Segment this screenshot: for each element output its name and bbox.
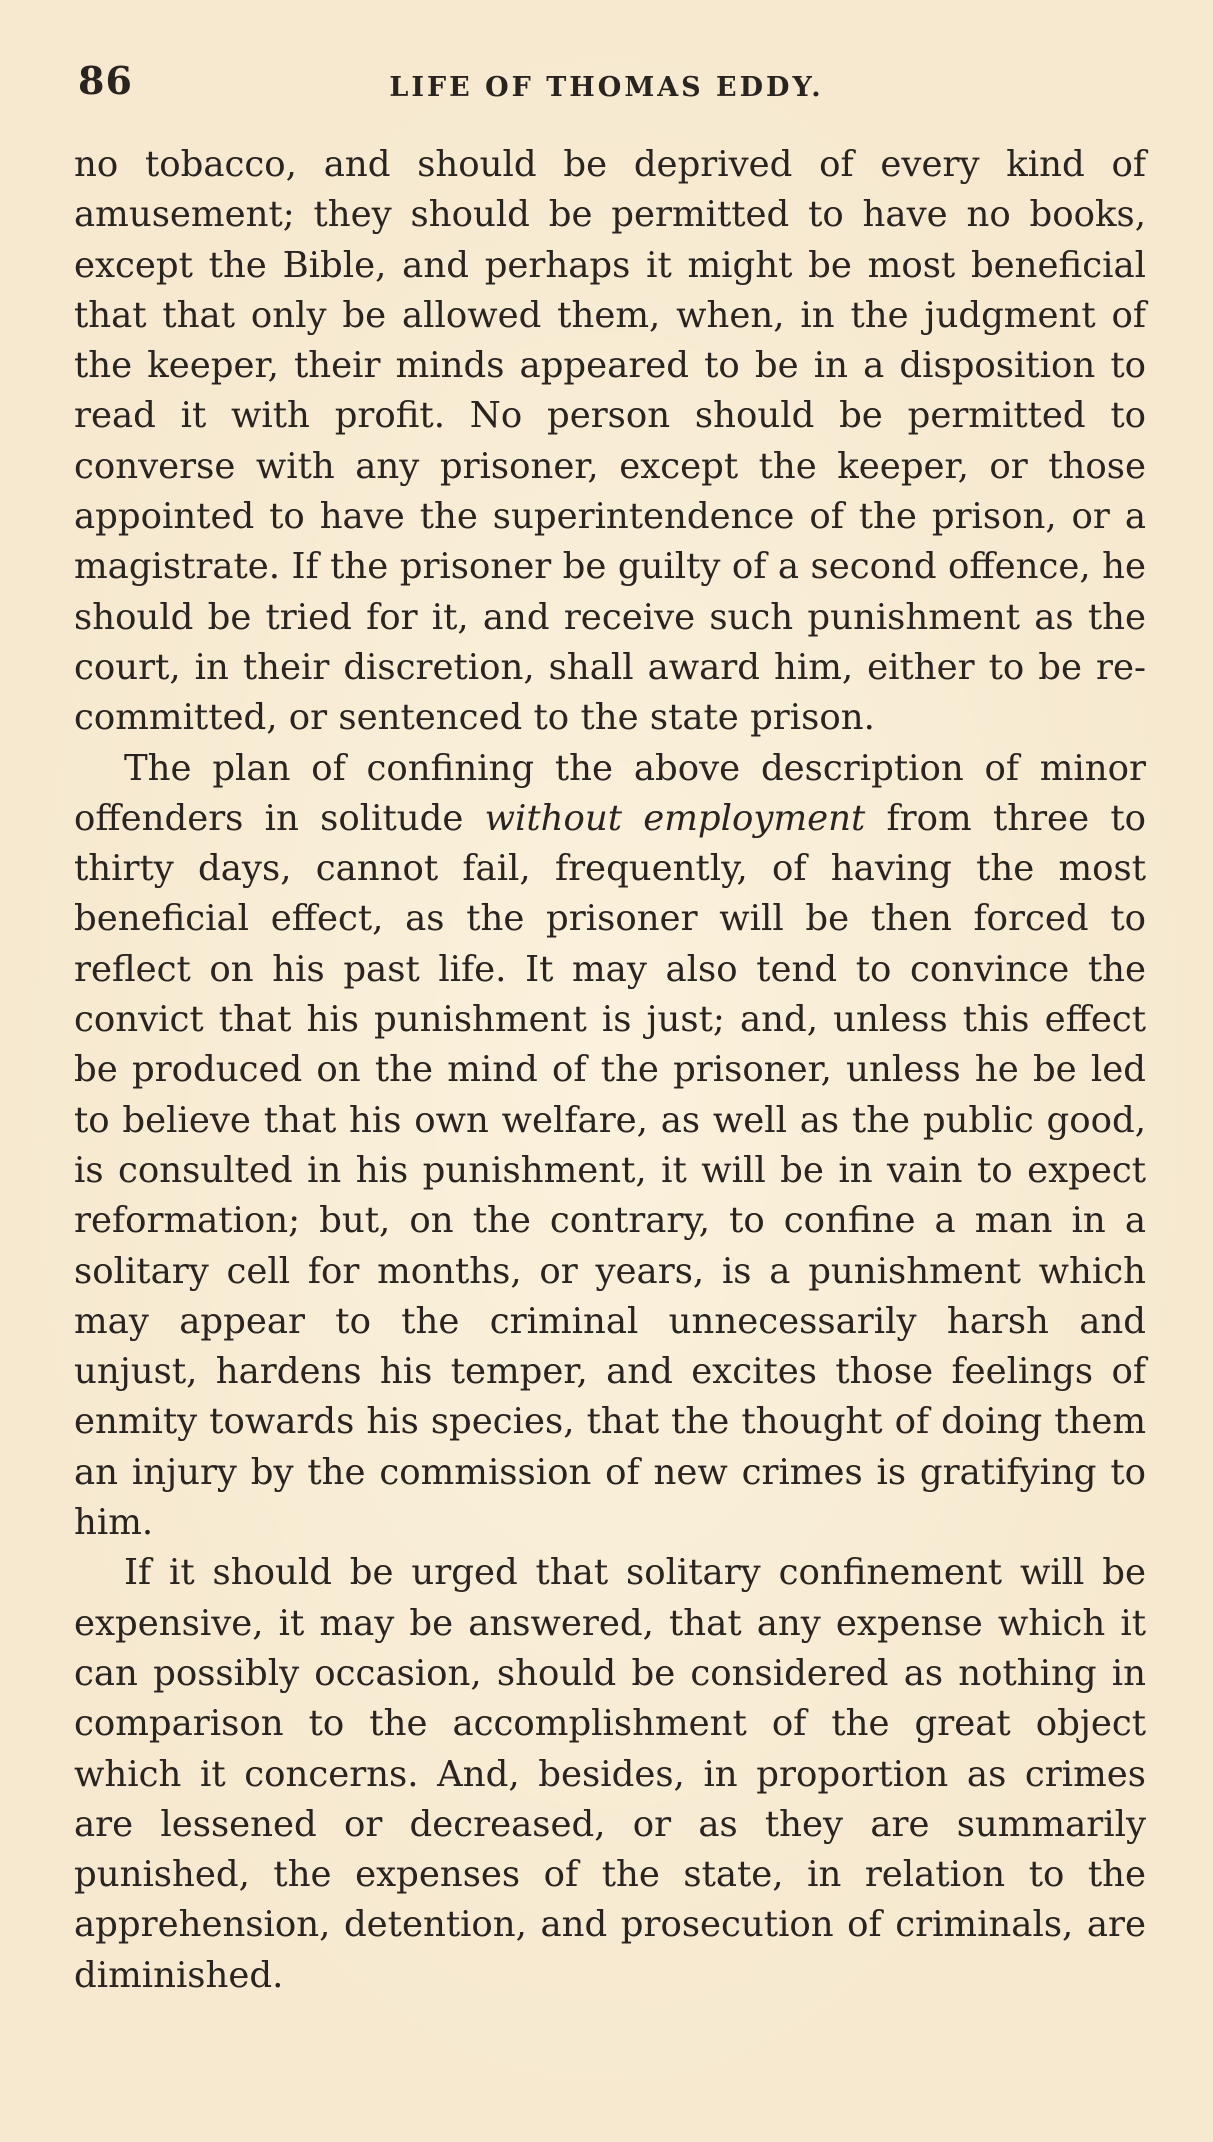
paragraph-1: no tobacco, and should be deprived of every kind of amusement; they should be permitted to have no books, except the Bible, and perhaps it might be most beneficial that that only be allowed them, when, in the judgment of the keeper, their minds appeared to be in a disposition to read it with profit. No person should be permitted to converse with any prisoner, except the keeper, or those appointed to have the superintendence of the prison, or a magistrate. If the prisoner be guilty of a second offence, he should be tried for it, and receive such punishment as the court, in their discretion, shall award him, either to be re-committed, or sentenced to the state prison. (74, 144, 1146, 739)
page-header (78, 58, 1135, 108)
paragraph-3: If it should be urged that solitary confinement will be expensive, it may be answered, that any expense which it can possibly occasion, should be considered as nothing in comparison to the accomplishment of the great object which it concerns. And, besides, in proportion as crimes are lessened or decreased, or as they are summarily punished, the expenses of the state, in relation to the apprehension, detention, and prosecution of criminals, are diminished. (74, 1552, 1146, 1996)
page-number: 86 (78, 58, 133, 103)
paragraph-2-start: The plan of confining the above description of minor offenders in solitude (74, 747, 1146, 839)
emphasis-without-employment: without employment (484, 797, 866, 839)
body-text (74, 140, 1146, 2001)
paragraph-2 (74, 744, 1146, 1549)
running-head: LIFE OF THOMAS EDDY. (389, 72, 824, 103)
paragraph-2-rest: from three to thirty days, cannot fail, frequently, of having the most beneficial effect, as the prisoner will be then forced to reflect on his past life. It may also tend to convince the convict that his punishment is just; and, unless this effect be produced on the mind of the prisoner, unless he be led to believe that his own welfare, as well as the public good, is consulted in his punishment, it will be in vain to expect reformation; but, on the contrary, to confine a man in a solitary cell for months, or years, is a punishment which may appear to the criminal unnecessarily harsh and unjust, hardens his temper, and excites those feelings of enmity towards his species, that the thought of doing them an injury by the commission of new crimes is gratifying to him. (74, 797, 1146, 1544)
